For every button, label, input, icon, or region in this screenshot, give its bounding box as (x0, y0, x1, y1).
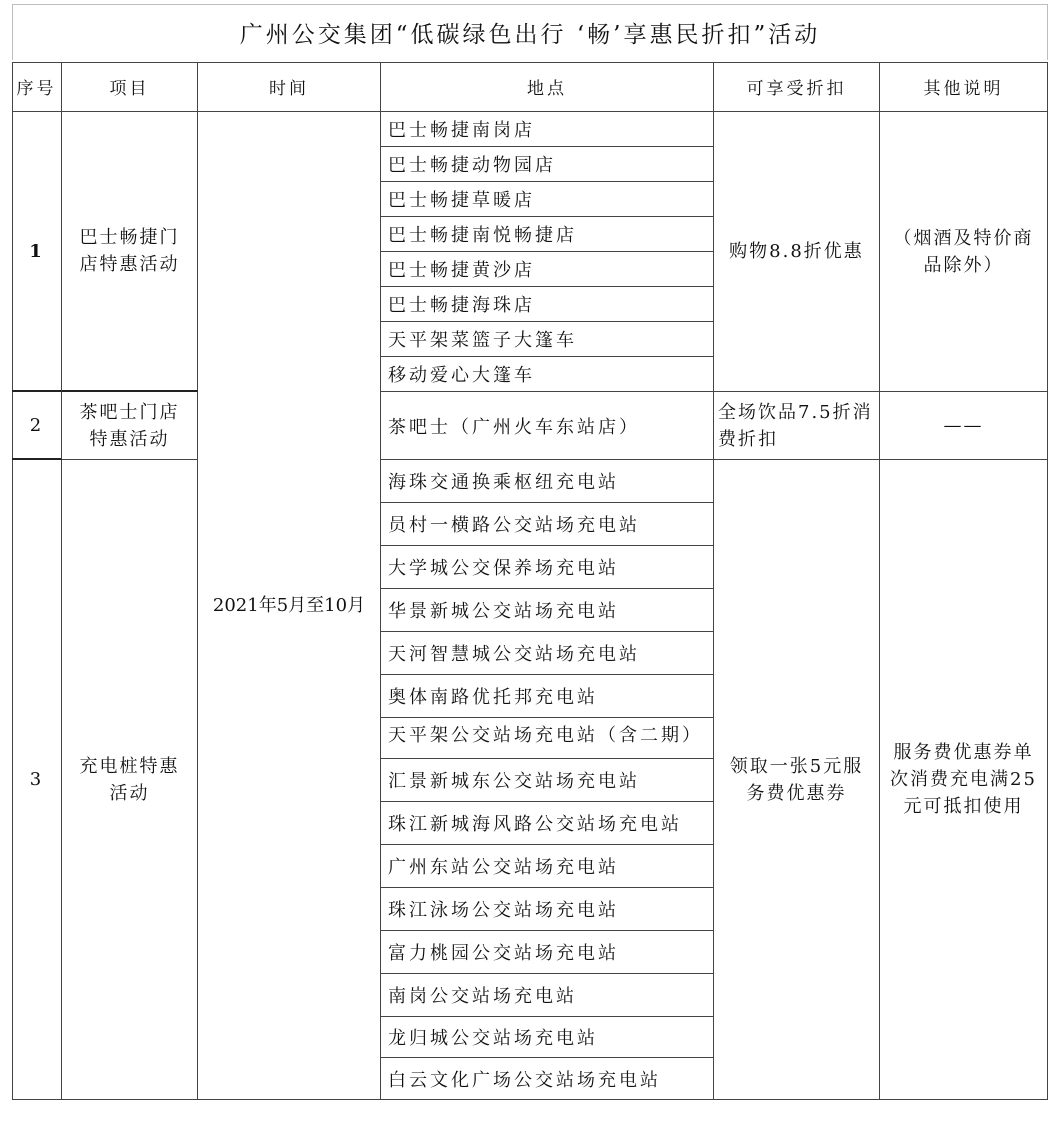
group1-note: （烟酒及特价商品除外） (880, 112, 1048, 392)
header-discount: 可享受折扣 (714, 62, 880, 112)
group3-location: 大学城公交保养场充电站 (381, 546, 714, 589)
group1-no: 1 (12, 112, 62, 392)
group1-discount: 购物8.8折优惠 (714, 112, 880, 392)
time-cell: 2021年5月至10月 (198, 112, 381, 1100)
group2-no: 2 (12, 392, 62, 460)
group1-location: 巴士畅捷海珠店 (381, 287, 714, 322)
header-place: 地点 (381, 62, 714, 112)
group3-location: 汇景新城东公交站场充电站 (381, 759, 714, 802)
group3-location: 华景新城公交站场充电站 (381, 589, 714, 632)
group3-location: 南岗公交站场充电站 (381, 974, 714, 1017)
group3-location: 富力桃园公交站场充电站 (381, 931, 714, 974)
header-note: 其他说明 (880, 62, 1048, 112)
group3-location: 海珠交通换乘枢纽充电站 (381, 460, 714, 503)
group1-location: 巴士畅捷草暖店 (381, 182, 714, 217)
group1-location: 巴士畅捷南悦畅捷店 (381, 217, 714, 252)
group3-location: 广州东站公交站场充电站 (381, 845, 714, 888)
group2-item: 茶吧士门店特惠活动 (62, 392, 198, 460)
group3-no: 3 (12, 460, 62, 1100)
group1-location: 巴士畅捷南岗店 (381, 112, 714, 147)
group1-location: 巴士畅捷动物园店 (381, 147, 714, 182)
group3-location: 员村一横路公交站场充电站 (381, 503, 714, 546)
group3-location: 奥体南路优托邦充电站 (381, 675, 714, 718)
group3-location: 珠江新城海风路公交站场充电站 (381, 802, 714, 845)
page-title: 广州公交集团“低碳绿色出行 ‘畅’享惠民折扣”活动 (12, 4, 1048, 60)
group3-location: 天平架公交站场充电站（含二期） (381, 718, 714, 759)
group3-item: 充电桩特惠活动 (62, 460, 198, 1100)
group1-item: 巴士畅捷门店特惠活动 (62, 112, 198, 392)
group1-location: 天平架菜篮子大篷车 (381, 322, 714, 357)
group3-location: 龙归城公交站场充电站 (381, 1017, 714, 1058)
group2-discount: 全场饮品7.5折消费折扣 (714, 392, 880, 460)
header-time: 时间 (198, 62, 381, 112)
group3-location: 珠江泳场公交站场充电站 (381, 888, 714, 931)
group1-location: 巴士畅捷黄沙店 (381, 252, 714, 287)
group2-location: 茶吧士（广州火车东站店） (381, 392, 714, 460)
group1-location: 移动爱心大篷车 (381, 357, 714, 392)
group3-note: 服务费优惠券单次消费充电满25元可抵扣使用 (880, 460, 1048, 1100)
group3-location: 白云文化广场公交站场充电站 (381, 1058, 714, 1100)
group3-location: 天河智慧城公交站场充电站 (381, 632, 714, 675)
group2-note: —— (880, 392, 1048, 460)
group3-discount: 领取一张5元服务费优惠券 (714, 460, 880, 1100)
header-item: 项目 (62, 62, 198, 112)
header-no: 序号 (12, 62, 62, 112)
